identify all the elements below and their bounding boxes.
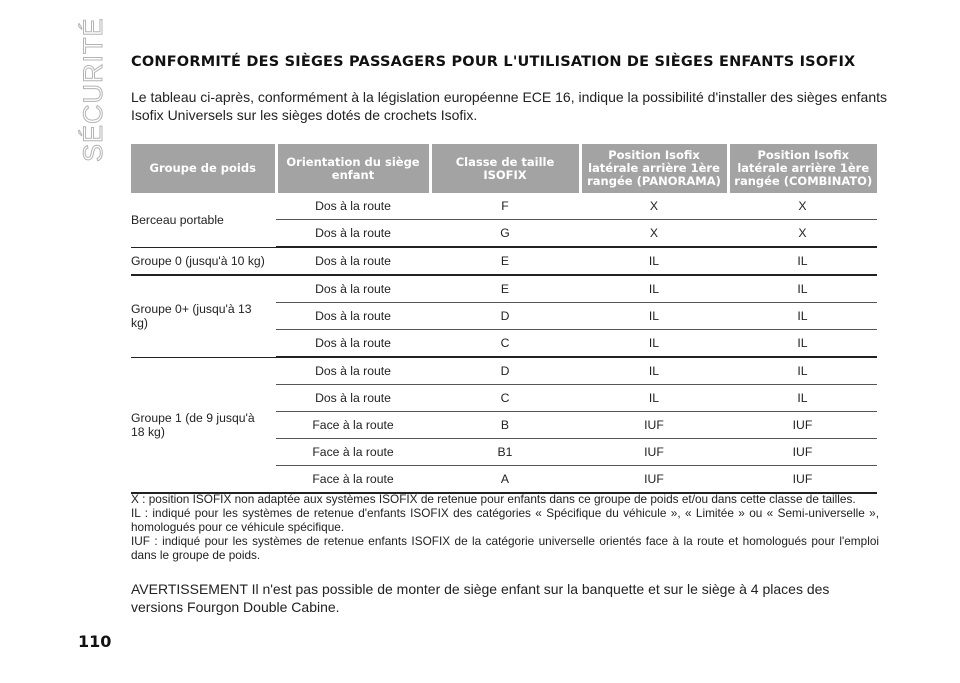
- panorama-cell: IL: [580, 247, 728, 275]
- header-position-combinato: Position Isofix latérale arrière 1ère rangée (COMBINATO): [728, 144, 877, 193]
- combinato-cell: IL: [728, 247, 877, 275]
- size-class-cell: E: [430, 247, 580, 275]
- table-row: [131, 275, 877, 303]
- header-size-class: Classe de taille ISOFIX: [430, 144, 580, 193]
- panorama-cell: IUF: [580, 412, 728, 439]
- panorama-cell: IL: [580, 330, 728, 358]
- size-class-cell: A: [430, 466, 580, 494]
- size-class-cell: C: [430, 330, 580, 358]
- combinato-cell: IL: [728, 275, 877, 303]
- size-class-cell: F: [430, 193, 580, 220]
- panorama-cell: IL: [580, 275, 728, 303]
- page-heading: CONFORMITÉ DES SIÈGES PASSAGERS POUR L'UTILISATION DE SIÈGES ENFANTS ISOFIX: [131, 54, 856, 70]
- combinato-cell: X: [728, 193, 877, 220]
- orientation-cell: Dos à la route: [276, 330, 430, 358]
- intro-paragraph: Le tableau ci-après, conformément à la législation européenne ECE 16, indique la possibilité d'installer des sièges enfants Isofix Universels sur les sièges dotés de crochets Isofix.: [131, 89, 888, 123]
- combinato-cell: IL: [728, 385, 877, 412]
- note-iuf: IUF : indiqué pour les systèmes de retenue enfants ISOFIX de la catégorie universelle orientés face à la route et homologués pour l'emploi dans le groupe de poids.: [131, 534, 879, 562]
- combinato-cell: IL: [728, 330, 877, 358]
- panorama-cell: IL: [580, 303, 728, 330]
- table-notes: [131, 492, 879, 562]
- orientation-cell: Dos à la route: [276, 220, 430, 248]
- table-header-row: [131, 144, 877, 193]
- combinato-cell: X: [728, 220, 877, 248]
- panorama-cell: X: [580, 193, 728, 220]
- orientation-cell: Dos à la route: [276, 275, 430, 303]
- orientation-cell: Face à la route: [276, 466, 430, 494]
- combinato-cell: IUF: [728, 412, 877, 439]
- combinato-cell: IL: [728, 303, 877, 330]
- header-orientation: Orientation du siège enfant: [276, 144, 430, 193]
- isofix-compatibility-table: [131, 144, 877, 494]
- orientation-cell: Face à la route: [276, 439, 430, 466]
- group-cell: Groupe 0+ (jusqu'à 13 kg): [131, 275, 276, 357]
- section-side-label: SÉCURITÉ: [78, 17, 108, 162]
- size-class-cell: D: [430, 303, 580, 330]
- group-cell: Groupe 0 (jusqu'à 10 kg): [131, 247, 276, 275]
- panorama-cell: IL: [580, 385, 728, 412]
- size-class-cell: B: [430, 412, 580, 439]
- page-number: 110: [78, 632, 112, 651]
- orientation-cell: Dos à la route: [276, 303, 430, 330]
- table-row: [131, 357, 877, 385]
- orientation-cell: Face à la route: [276, 412, 430, 439]
- orientation-cell: Dos à la route: [276, 193, 430, 220]
- note-il: IL : indiqué pour les systèmes de retenue d'enfants ISOFIX des catégories « Spécifique du véhicule », « Limitée » ou « Semi-universelle », homologués pour ce véhicule spécifique.: [131, 506, 879, 534]
- header-weight-group: Groupe de poids: [131, 144, 276, 193]
- size-class-cell: C: [430, 385, 580, 412]
- group-cell: Groupe 1 (de 9 jusqu'à 18 kg): [131, 357, 276, 493]
- combinato-cell: IUF: [728, 439, 877, 466]
- panorama-cell: IL: [580, 357, 728, 385]
- table-row: [131, 247, 877, 275]
- orientation-cell: Dos à la route: [276, 385, 430, 412]
- size-class-cell: G: [430, 220, 580, 248]
- header-position-panorama: Position Isofix latérale arrière 1ère rangée (PANORAMA): [580, 144, 728, 193]
- size-class-cell: D: [430, 357, 580, 385]
- size-class-cell: B1: [430, 439, 580, 466]
- panorama-cell: X: [580, 220, 728, 248]
- table-row: [131, 193, 877, 220]
- size-class-cell: E: [430, 275, 580, 303]
- panorama-cell: IUF: [580, 466, 728, 494]
- combinato-cell: IUF: [728, 466, 877, 494]
- note-x: X : position ISOFIX non adaptée aux systèmes ISOFIX de retenue pour enfants dans ce groupe de poids et/ou dans cette classe de tailles.: [131, 492, 856, 506]
- orientation-cell: Dos à la route: [276, 247, 430, 275]
- warning-paragraph: AVERTISSEMENT Il n'est pas possible de monter de siège enfant sur la banquette et sur le siège à 4 places des versions Fourgon Double Cabine.: [131, 581, 830, 615]
- orientation-cell: Dos à la route: [276, 357, 430, 385]
- panorama-cell: IUF: [580, 439, 728, 466]
- group-cell: Berceau portable: [131, 193, 276, 247]
- combinato-cell: IL: [728, 357, 877, 385]
